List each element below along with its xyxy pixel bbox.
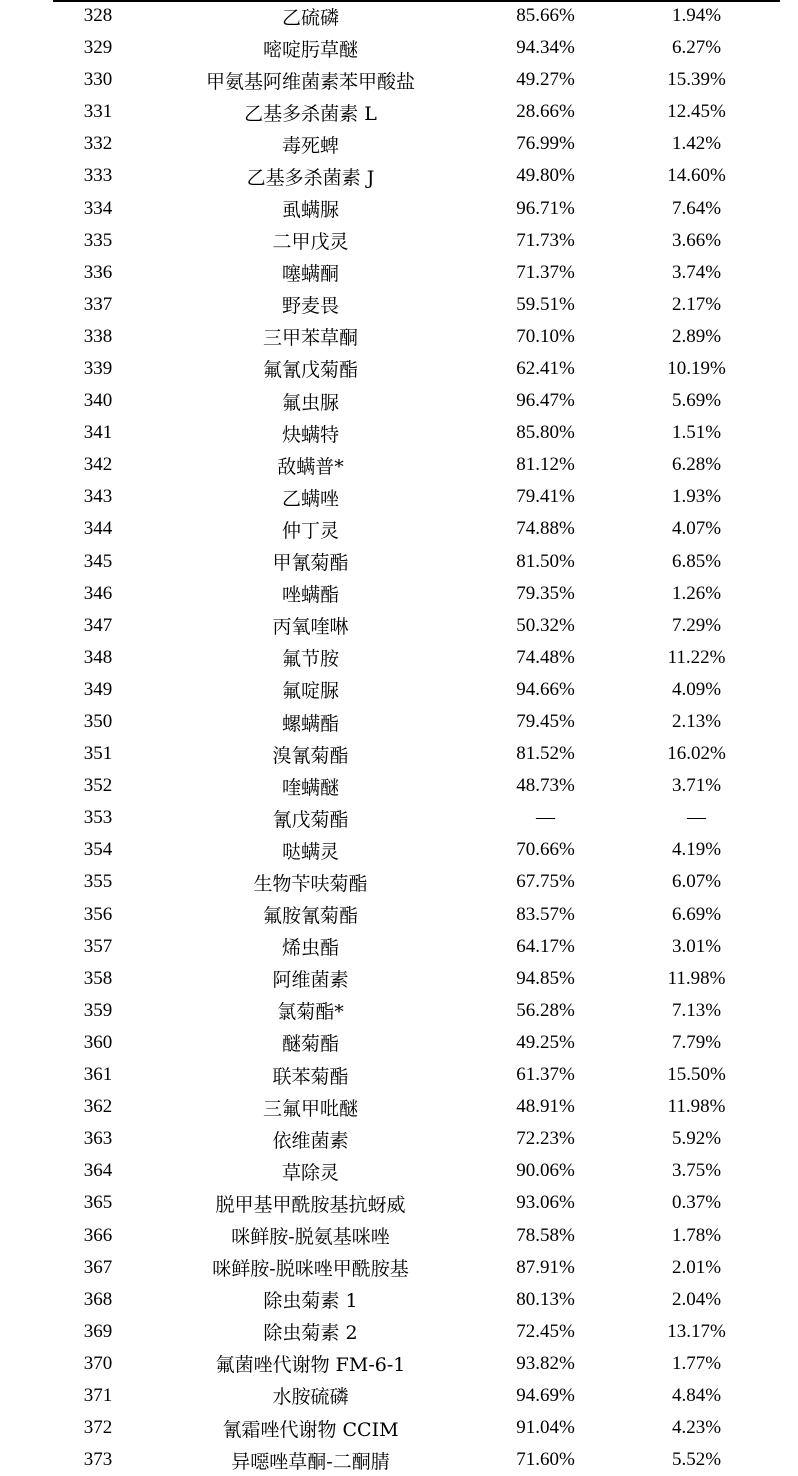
table-row — [53, 899, 780, 931]
table-row — [53, 1284, 780, 1316]
rsd-value: 6.27% — [671, 37, 722, 59]
compound-name: 咪鲜胺-脱咪唑甲酰胺基 — [212, 1258, 409, 1281]
table-row — [53, 1412, 780, 1444]
rsd-value: 2.01% — [671, 1256, 722, 1278]
rsd-value: 4.23% — [671, 1417, 722, 1439]
rsd-value: 2.89% — [671, 325, 722, 347]
recovery-value: 76.99% — [516, 133, 575, 155]
compound-name: 喹螨醚 — [281, 776, 339, 799]
row-index: 328 — [83, 5, 113, 26]
recovery-value: 28.66% — [516, 101, 575, 123]
compound-name: 异噁唑草酮-二酮腈 — [231, 1450, 390, 1473]
rsd-value: 11.98% — [667, 1096, 726, 1118]
compound-name: 虱螨脲 — [281, 199, 339, 222]
row-index: 350 — [83, 711, 113, 733]
compound-name: 嘧啶肟草醚 — [262, 38, 358, 61]
row-index: 334 — [83, 197, 113, 219]
table-row — [53, 642, 780, 674]
compound-name: 毒死蜱 — [281, 134, 339, 157]
compound-name: 氟啶脲 — [281, 680, 339, 703]
recovery-value: — — [536, 807, 555, 829]
rsd-value: 3.74% — [671, 261, 722, 283]
recovery-value: 79.45% — [516, 711, 575, 733]
recovery-value: 87.91% — [516, 1256, 575, 1278]
compound-name: 咪鲜胺-脱氨基咪唑 — [231, 1226, 390, 1249]
recovery-value: 64.17% — [516, 935, 575, 957]
recovery-value: 67.75% — [516, 871, 575, 893]
recovery-value: 81.50% — [516, 550, 575, 572]
table-row — [53, 160, 780, 192]
row-index: 370 — [83, 1352, 113, 1374]
table-row — [53, 1123, 780, 1155]
recovery-value: 72.23% — [516, 1128, 575, 1150]
table-row — [53, 834, 780, 866]
table-row — [53, 578, 780, 610]
table-row — [53, 192, 780, 224]
compound-name: 乙基多杀菌素 L — [244, 102, 377, 125]
rsd-value: 0.37% — [671, 1192, 722, 1214]
compound-name: 乙基多杀菌素 J — [246, 166, 375, 189]
row-index: 372 — [83, 1417, 113, 1439]
rsd-value: 15.50% — [667, 1064, 726, 1086]
rsd-value: 7.13% — [671, 999, 722, 1021]
table-row — [53, 995, 780, 1027]
rsd-value: 6.28% — [671, 454, 722, 476]
table-row — [53, 481, 780, 513]
recovery-value: 80.13% — [516, 1288, 575, 1310]
recovery-value: 62.41% — [516, 357, 575, 379]
recovery-value: 85.66% — [516, 5, 575, 26]
compound-name: 氟菌唑代谢物 FM-6-1 — [215, 1354, 406, 1377]
row-index: 367 — [83, 1256, 113, 1278]
rsd-value: 12.45% — [667, 101, 726, 123]
rsd-value: 1.51% — [671, 422, 722, 444]
table-row — [53, 225, 780, 257]
recovery-value: 90.06% — [516, 1160, 575, 1182]
row-index: 363 — [83, 1128, 113, 1150]
row-index: 346 — [83, 582, 113, 604]
recovery-value: 96.71% — [516, 197, 575, 219]
compound-name: 乙硫磷 — [281, 6, 339, 29]
row-index: 332 — [83, 133, 113, 155]
compound-name: 联苯菊酯 — [272, 1065, 349, 1088]
table-row — [53, 866, 780, 898]
row-index: 333 — [83, 165, 113, 187]
recovery-value: 83.57% — [516, 903, 575, 925]
rsd-value: 14.60% — [667, 165, 726, 187]
row-index: 335 — [83, 229, 113, 251]
row-index: 342 — [83, 454, 113, 476]
rsd-value: 1.78% — [671, 1224, 722, 1246]
rsd-value: 7.29% — [671, 614, 722, 636]
row-index: 354 — [83, 839, 113, 861]
compound-name: 丙氧喹啉 — [272, 616, 349, 639]
table-row — [53, 1219, 780, 1251]
row-index: 330 — [83, 69, 113, 91]
compound-name: 噻螨酮 — [281, 263, 339, 286]
recovery-value: 71.73% — [516, 229, 575, 251]
rsd-value: 5.52% — [671, 1449, 722, 1471]
row-index: 356 — [83, 903, 113, 925]
recovery-value: 49.80% — [516, 165, 575, 187]
row-index: 360 — [83, 1031, 113, 1053]
rsd-value: 4.09% — [671, 678, 722, 700]
row-index: 364 — [83, 1160, 113, 1182]
row-index: 357 — [83, 935, 113, 957]
compound-name: 二甲戊灵 — [272, 231, 349, 254]
recovery-value: 74.88% — [516, 518, 575, 540]
compound-name: 生物苄呋菊酯 — [253, 872, 368, 895]
rsd-value: 16.02% — [667, 743, 726, 765]
row-index: 341 — [83, 422, 113, 444]
compound-name: 除虫菊素 1 — [263, 1290, 358, 1313]
recovery-value: 74.48% — [516, 646, 575, 668]
row-index: 340 — [83, 390, 113, 412]
data-table — [53, 0, 780, 1476]
table-row — [53, 1380, 780, 1412]
table-row — [53, 1348, 780, 1380]
compound-name: 脱甲基甲酰胺基抗蚜威 — [215, 1193, 406, 1216]
rsd-value: 6.85% — [671, 550, 722, 572]
table-row — [53, 353, 780, 385]
rsd-value: 2.17% — [671, 293, 722, 315]
compound-name: 唑螨酯 — [281, 584, 339, 607]
row-index: 347 — [83, 614, 113, 636]
recovery-value: 81.52% — [516, 743, 575, 765]
rsd-value: 5.92% — [671, 1128, 722, 1150]
recovery-value: 48.91% — [516, 1096, 575, 1118]
row-index: 373 — [83, 1449, 113, 1471]
compound-name: 甲氨基阿维菌素苯甲酸盐 — [205, 70, 415, 93]
recovery-value: 78.58% — [516, 1224, 575, 1246]
row-index: 339 — [83, 357, 113, 379]
row-index: 345 — [83, 550, 113, 572]
compound-name: 乙螨唑 — [281, 487, 339, 510]
table-row — [53, 128, 780, 160]
row-index: 368 — [83, 1288, 113, 1310]
table-row — [53, 674, 780, 706]
table-row — [53, 610, 780, 642]
table-row — [53, 802, 780, 834]
table-row — [53, 1091, 780, 1123]
compound-name: 除虫菊素 2 — [263, 1322, 358, 1345]
recovery-value: 93.82% — [516, 1352, 575, 1374]
table-row — [53, 417, 780, 449]
recovery-value: 70.66% — [516, 839, 575, 861]
table-row — [53, 289, 780, 321]
compound-name: 草除灵 — [281, 1161, 339, 1184]
rsd-value: 13.17% — [667, 1320, 726, 1342]
recovery-value: 71.37% — [516, 261, 575, 283]
table-row — [53, 963, 780, 995]
compound-name: 氟虫脲 — [281, 391, 339, 414]
rsd-value: 3.66% — [671, 229, 722, 251]
recovery-value: 71.60% — [516, 1449, 575, 1471]
compound-name: 氯菊酯* — [277, 1001, 344, 1024]
compound-name: 三甲苯草酮 — [262, 327, 358, 350]
table-row — [53, 706, 780, 738]
recovery-value: 48.73% — [516, 775, 575, 797]
table-row — [53, 1027, 780, 1059]
rsd-value: 3.01% — [671, 935, 722, 957]
recovery-value: 49.27% — [516, 69, 575, 91]
recovery-value: 70.10% — [516, 325, 575, 347]
recovery-value: 91.04% — [516, 1417, 575, 1439]
rsd-value: 11.98% — [667, 967, 726, 989]
recovery-value: 94.66% — [516, 678, 575, 700]
rsd-value: 2.04% — [671, 1288, 722, 1310]
table-row — [53, 1187, 780, 1219]
rsd-value: 3.71% — [671, 775, 722, 797]
recovery-value: 61.37% — [516, 1064, 575, 1086]
recovery-value: 50.32% — [516, 614, 575, 636]
compound-name: 哒螨灵 — [281, 840, 339, 863]
row-index: 336 — [83, 261, 113, 283]
row-index: 359 — [83, 999, 113, 1021]
recovery-value: 59.51% — [516, 293, 575, 315]
rsd-value: 1.77% — [671, 1352, 722, 1374]
compound-name: 三氟甲吡醚 — [262, 1097, 358, 1120]
table-row — [53, 257, 780, 289]
compound-name: 甲氰菊酯 — [272, 552, 349, 575]
row-index: 362 — [83, 1096, 113, 1118]
table-row — [53, 321, 780, 353]
rsd-value: — — [687, 807, 706, 829]
row-index: 369 — [83, 1320, 113, 1342]
table-row — [53, 1316, 780, 1348]
rsd-value: 1.93% — [671, 486, 722, 508]
table-row — [53, 385, 780, 417]
rsd-value: 1.26% — [671, 582, 722, 604]
rsd-value: 11.22% — [667, 646, 726, 668]
table-row — [53, 546, 780, 578]
table-row — [53, 0, 780, 32]
rsd-value: 2.13% — [671, 711, 722, 733]
row-index: 355 — [83, 871, 113, 893]
rsd-value: 7.64% — [671, 197, 722, 219]
row-index: 349 — [83, 678, 113, 700]
row-index: 329 — [83, 37, 113, 59]
rsd-value: 4.07% — [671, 518, 722, 540]
recovery-value: 85.80% — [516, 422, 575, 444]
row-index: 358 — [83, 967, 113, 989]
recovery-value: 56.28% — [516, 999, 575, 1021]
rsd-value: 10.19% — [667, 357, 726, 379]
table-row — [53, 1444, 780, 1476]
table-row — [53, 770, 780, 802]
row-index: 361 — [83, 1064, 113, 1086]
table-row — [53, 931, 780, 963]
rsd-value: 3.75% — [671, 1160, 722, 1182]
recovery-value: 96.47% — [516, 390, 575, 412]
table-row — [53, 738, 780, 770]
table-row — [53, 1155, 780, 1187]
recovery-value: 49.25% — [516, 1031, 575, 1053]
compound-name: 溴氰菊酯 — [272, 744, 349, 767]
row-index: 343 — [83, 486, 113, 508]
row-index: 351 — [83, 743, 113, 765]
recovery-value: 94.34% — [516, 37, 575, 59]
compound-name: 氟氰戊菊酯 — [262, 359, 358, 382]
row-index: 344 — [83, 518, 113, 540]
row-index: 338 — [83, 325, 113, 347]
table-row — [53, 96, 780, 128]
compound-name: 氟节胺 — [281, 648, 339, 671]
compound-name: 依维菌素 — [272, 1129, 349, 1152]
table-row — [53, 64, 780, 96]
row-index: 352 — [83, 775, 113, 797]
rsd-value: 7.79% — [671, 1031, 722, 1053]
compound-name: 阿维菌素 — [272, 969, 349, 992]
table-row — [53, 32, 780, 64]
compound-name: 敌螨普* — [277, 455, 344, 478]
compound-name: 仲丁灵 — [281, 519, 339, 542]
recovery-value: 79.35% — [516, 582, 575, 604]
recovery-value: 94.69% — [516, 1384, 575, 1406]
compound-name: 氰戊菊酯 — [272, 808, 349, 831]
recovery-value: 93.06% — [516, 1192, 575, 1214]
compound-name: 烯虫酯 — [281, 937, 339, 960]
rsd-value: 4.19% — [671, 839, 722, 861]
row-index: 353 — [83, 807, 113, 829]
table-row — [53, 513, 780, 545]
recovery-value: 79.41% — [516, 486, 575, 508]
row-index: 348 — [83, 646, 113, 668]
table-row — [53, 1059, 780, 1091]
table-row — [53, 449, 780, 481]
rsd-value: 4.84% — [671, 1384, 722, 1406]
recovery-value: 72.45% — [516, 1320, 575, 1342]
rsd-value: 1.42% — [671, 133, 722, 155]
rsd-value: 5.69% — [671, 390, 722, 412]
compound-name: 水胺硫磷 — [272, 1386, 349, 1409]
row-index: 366 — [83, 1224, 113, 1246]
row-index: 337 — [83, 293, 113, 315]
rsd-value: 6.69% — [671, 903, 722, 925]
compound-name: 醚菊酯 — [281, 1033, 339, 1056]
compound-name: 氟胺氰菊酯 — [262, 905, 358, 928]
rsd-value: 15.39% — [667, 69, 726, 91]
row-index: 371 — [83, 1384, 113, 1406]
rsd-value: 6.07% — [671, 871, 722, 893]
recovery-value: 94.85% — [516, 967, 575, 989]
recovery-value: 81.12% — [516, 454, 575, 476]
row-index: 331 — [83, 101, 113, 123]
compound-name: 氰霜唑代谢物 CCIM — [222, 1418, 399, 1441]
compound-name: 炔螨特 — [281, 423, 339, 446]
rsd-value: 1.94% — [671, 5, 722, 26]
table-row — [53, 1252, 780, 1284]
compound-name: 螺螨酯 — [281, 712, 339, 735]
compound-name: 野麦畏 — [281, 295, 339, 318]
row-index: 365 — [83, 1192, 113, 1214]
